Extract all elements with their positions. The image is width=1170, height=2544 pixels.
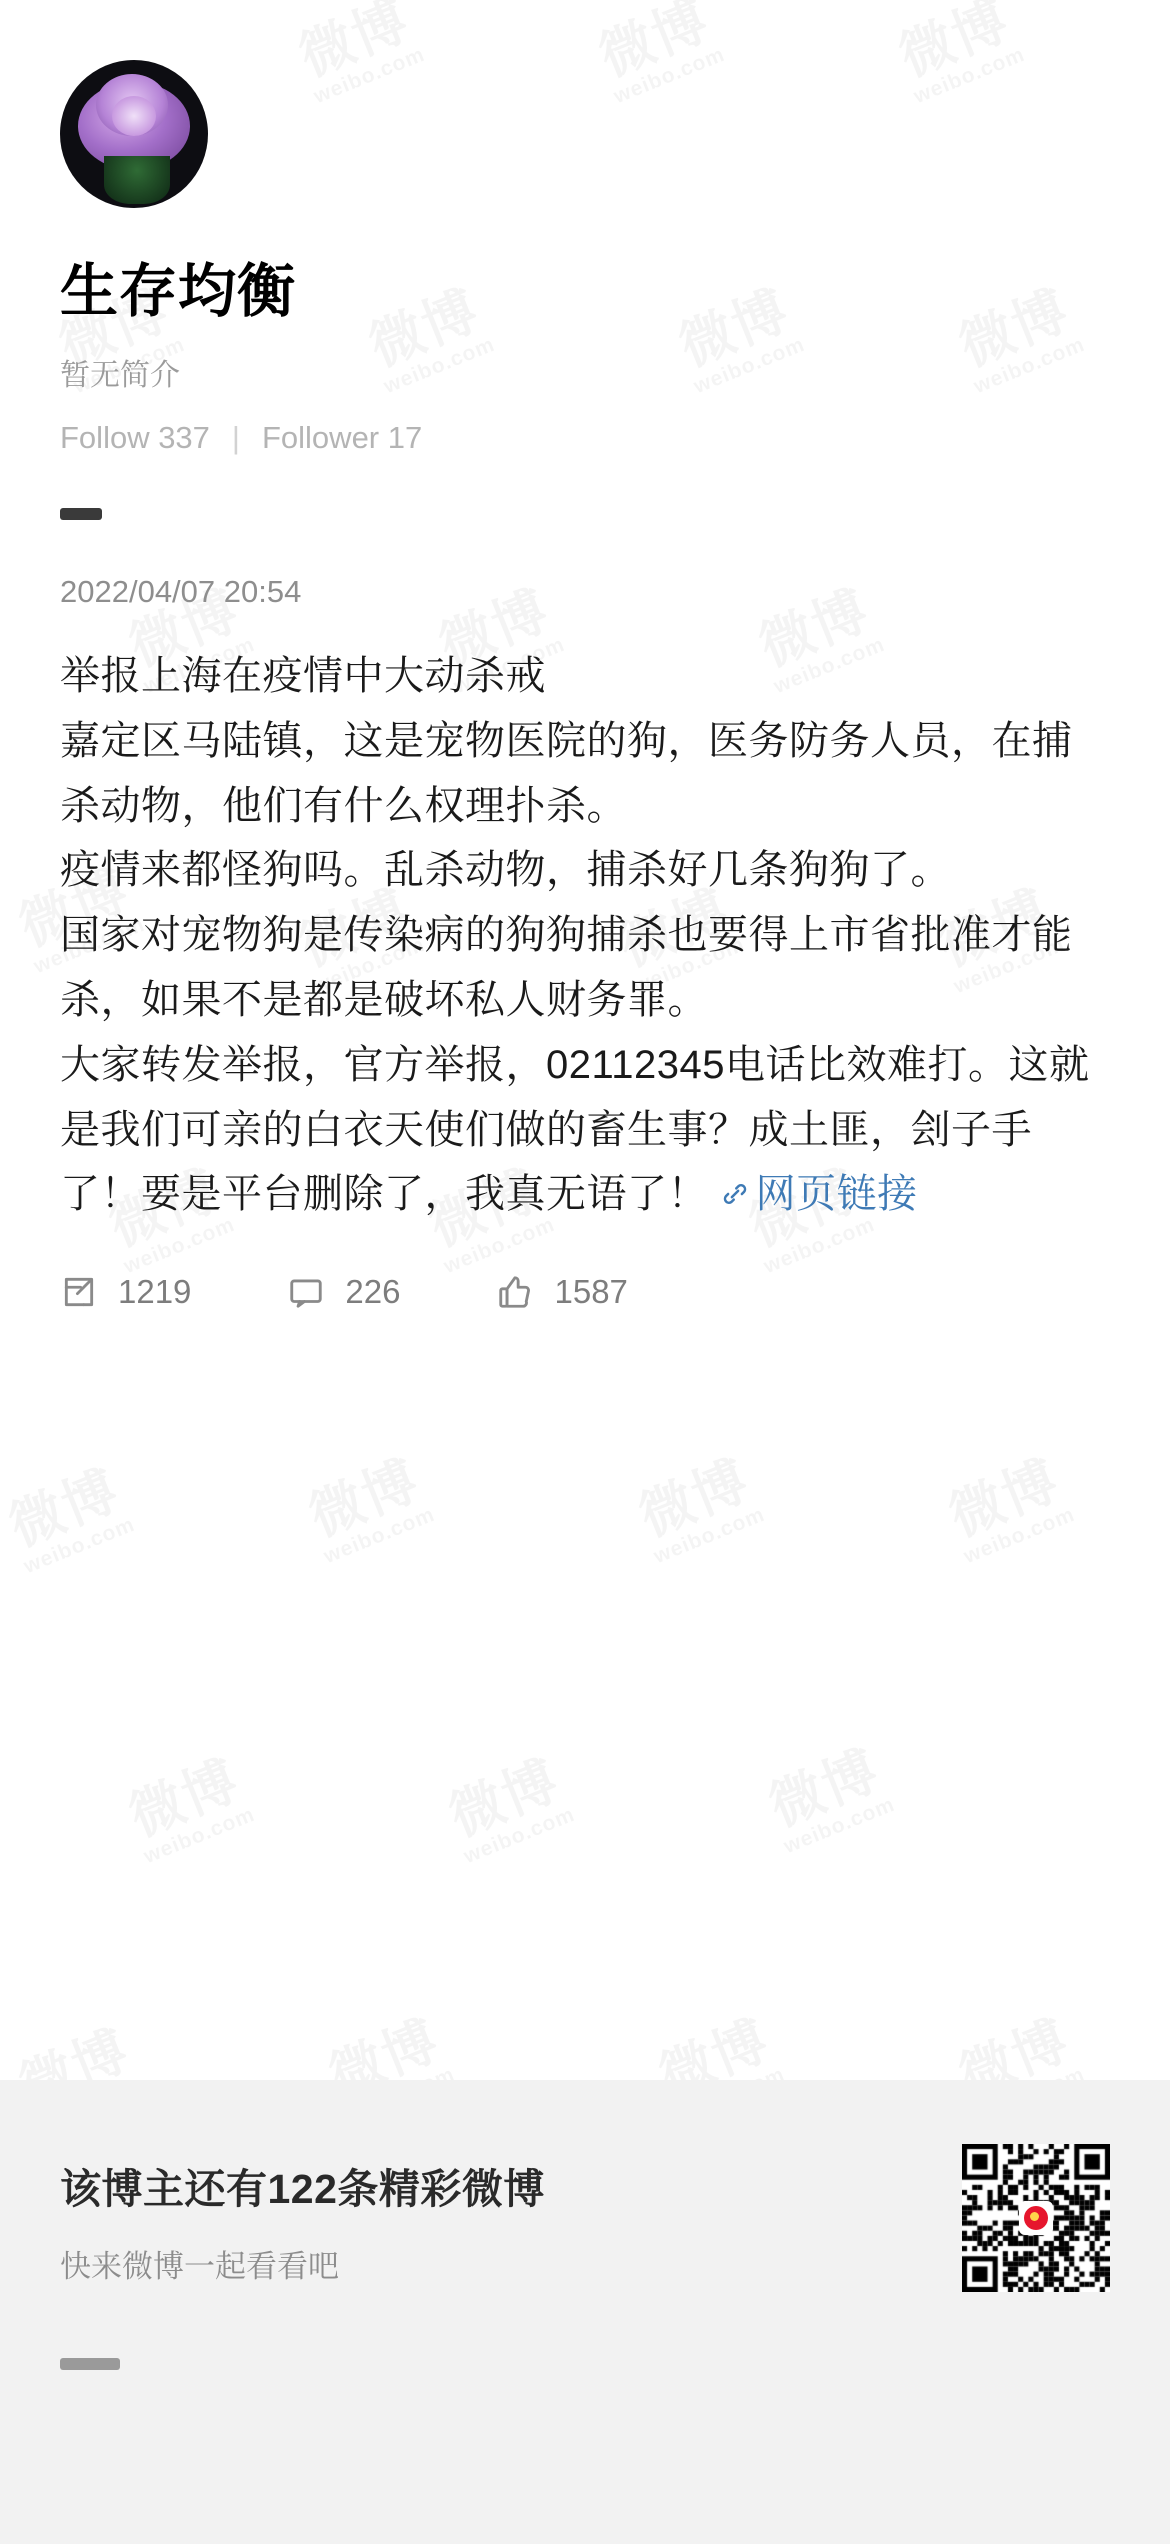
- post-paragraph: 举报上海在疫情中大动杀戒: [60, 654, 546, 698]
- page-title: 生存均衡: [60, 259, 297, 324]
- post-paragraph: 疫情来都怪狗吗。乱杀动物，捕杀好几条狗狗了。: [60, 848, 951, 893]
- watermark-big: [940, 1451, 1070, 1548]
- profile-stats: [60, 420, 1110, 456]
- section-divider-handle: [60, 508, 102, 520]
- post-paragraph-text: 大家转发举报，官方举报，02112345电话比效难打。这就是我们可亲的白衣天使们做的畜生事？成土匪，刽子手了！要是平台删除了，我真无语了！: [60, 1042, 1090, 1217]
- watermark-small: [321, 1503, 438, 1567]
- web-link-label: 网页链接: [755, 1172, 918, 1217]
- avatar-leaf: [104, 156, 170, 204]
- post-timestamp: 2022/04/07 20:54: [60, 574, 302, 609]
- watermark-big: [0, 1461, 130, 1558]
- watermark-big: [300, 1451, 430, 1548]
- avatar-petal: [112, 96, 156, 136]
- post-paragraph: 国家对宠物狗是传染病的狗狗捕杀也要得上市省批准才能杀，如果不是都是破坏私人财务罪。: [60, 913, 1073, 1022]
- comment-button[interactable]: [287, 1273, 400, 1311]
- repost-button[interactable]: [60, 1273, 191, 1311]
- watermark-small: [651, 1503, 768, 1567]
- comment-count: 226: [345, 1273, 401, 1311]
- watermark-big: [440, 1751, 570, 1848]
- watermark-big: [630, 1451, 760, 1548]
- footer-title: 该博主还有122条精彩微博: [60, 2166, 545, 2212]
- qr-code[interactable]: [962, 2144, 1110, 2292]
- watermark-big: [760, 1741, 890, 1838]
- stats-separator: |: [231, 420, 240, 455]
- watermark-big: [120, 1751, 250, 1848]
- repost-count: 1219: [118, 1273, 192, 1311]
- footer-promo: [0, 2080, 1170, 2544]
- post-container: [0, 574, 1170, 1227]
- repost-icon: [60, 1273, 98, 1311]
- web-link[interactable]: [720, 1172, 918, 1216]
- post-paragraph: 嘉定区马陆镇，这是宠物医院的狗，医务防务人员，在捕杀动物，他们有什么权理扑杀。: [60, 718, 1073, 828]
- comment-icon: [287, 1273, 325, 1311]
- link-icon: [720, 1164, 750, 1229]
- watermark-small: [141, 1803, 258, 1867]
- watermark-small: [961, 1503, 1078, 1567]
- weibo-logo-icon: [1019, 2201, 1053, 2235]
- like-count: 1587: [554, 1273, 628, 1311]
- profile-bio: 暂无简介: [60, 359, 180, 392]
- post-body: [60, 644, 1110, 1227]
- footer-subtitle: 快来微博一起看看吧: [60, 2249, 339, 2284]
- follower-count[interactable]: Follower 17: [261, 420, 423, 455]
- post-paragraph-with-link: [60, 1033, 1110, 1227]
- like-button[interactable]: [496, 1273, 627, 1311]
- profile-header: [0, 0, 1170, 520]
- watermark-small: [461, 1803, 578, 1867]
- footer-handle: [60, 2358, 120, 2370]
- thumbs-up-icon: [496, 1273, 534, 1311]
- post-actions: [0, 1227, 1170, 1311]
- avatar[interactable]: [60, 60, 208, 208]
- follow-count[interactable]: Follow 337: [60, 420, 210, 455]
- watermark-small: [781, 1793, 898, 1857]
- watermark-small: [21, 1513, 138, 1577]
